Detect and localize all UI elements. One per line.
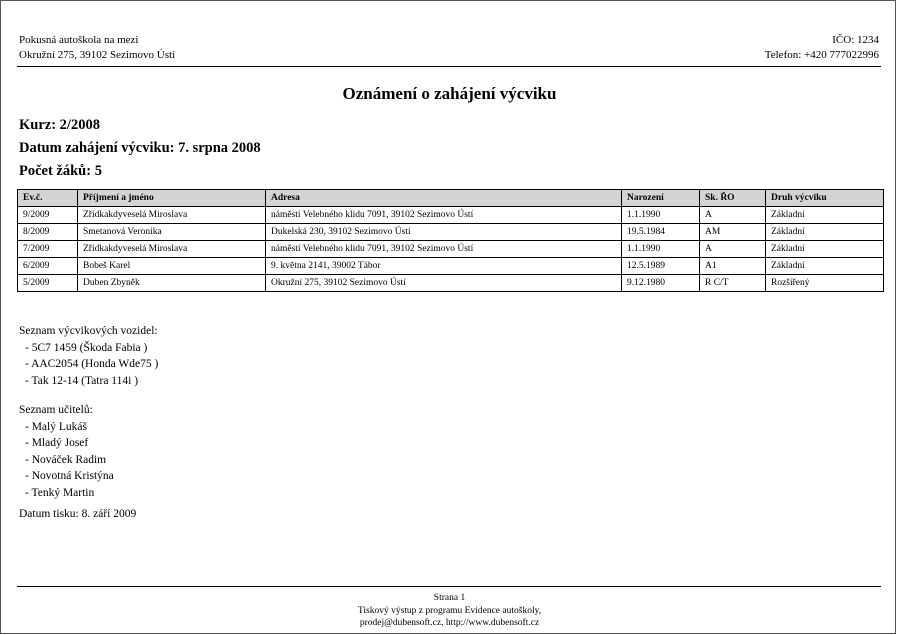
column-header: Příjmení a jméno xyxy=(78,190,266,207)
teacher-list-heading: Seznam učitelů: xyxy=(19,404,93,416)
page-number: Strana 1 xyxy=(433,593,466,603)
student-count: Počet žáků: 5 xyxy=(19,163,102,179)
cell-address: Dukelská 230, 39102 Sezimovo Ústí xyxy=(266,224,622,241)
cell-registration-number: 5/2009 xyxy=(18,275,78,292)
cell-registration-number: 8/2009 xyxy=(18,224,78,241)
company-name: Pokusná autoškola na mezi xyxy=(19,34,139,46)
cell-license-group: A xyxy=(700,207,766,224)
vehicle-list-heading: Seznam výcvikových vozidel: xyxy=(19,325,158,337)
cell-license-group: AM xyxy=(700,224,766,241)
teacher-item: - Mladý Josef xyxy=(25,437,89,449)
column-header: Narození xyxy=(622,190,700,207)
vehicle-item: - 5C7 1459 (Škoda Fabia ) xyxy=(25,341,148,354)
cell-address: Okružní 275, 39102 Sezimovo Ústí xyxy=(266,275,622,292)
column-header: Sk. ŘO xyxy=(700,190,766,207)
cell-name: Bobeš Karel xyxy=(78,258,266,275)
table-row xyxy=(18,207,884,224)
cell-address: náměstí Velebného klidu 7091, 39102 Sezimovo Ústí xyxy=(266,241,622,258)
column-header: Adresa xyxy=(266,190,622,207)
cell-name: Duben Zbyněk xyxy=(78,275,266,292)
cell-license-group: A1 xyxy=(700,258,766,275)
vehicle-list xyxy=(19,323,158,389)
teacher-list xyxy=(19,402,114,501)
teacher-item: - Tenký Martin xyxy=(25,486,95,499)
column-header: Ev.č. xyxy=(18,190,78,207)
cell-birth-date: 12.5.1989 xyxy=(622,258,700,275)
teacher-item: - Malý Lukáš xyxy=(25,420,87,433)
cell-birth-date: 1.1.1990 xyxy=(622,241,700,258)
company-phone: Telefon: +420 777022996 xyxy=(764,49,879,61)
footer-contact: prodej@dubensoft.cz, http://www.dubensoft.cz xyxy=(359,618,540,628)
cell-license-group: R C/T xyxy=(700,275,766,292)
cell-birth-date: 19.5.1984 xyxy=(622,224,700,241)
cell-registration-number: 7/2009 xyxy=(18,241,78,258)
page-footer xyxy=(1,592,897,630)
print-date: Datum tisku: 8. září 2009 xyxy=(19,508,137,520)
teacher-item: - Novotná Kristýna xyxy=(25,470,114,482)
cell-registration-number: 6/2009 xyxy=(18,258,78,275)
cell-address: 9. května 2141, 39002 Tábor xyxy=(266,258,622,275)
cell-training-type: Základní xyxy=(766,224,884,241)
document-title: Oznámení o zahájení výcviku xyxy=(342,84,557,103)
cell-address: náměstí Velebného klidu 7091, 39102 Sezimovo Ústí xyxy=(266,207,622,224)
footer-note: Tiskový výstup z programu Evidence autoškoly, xyxy=(357,605,542,616)
teacher-item: - Nováček Radim xyxy=(25,453,107,466)
table-row xyxy=(18,241,884,258)
cell-training-type: Základní xyxy=(766,258,884,275)
company-contact xyxy=(765,33,879,63)
cell-name: Zřídkakdyveselá Miroslava xyxy=(78,241,266,258)
students-table xyxy=(17,189,884,292)
table-row xyxy=(18,224,884,241)
training-start-date: Datum zahájení výcviku: 7. srpna 2008 xyxy=(19,140,261,156)
cell-name: Smetanová Veronika xyxy=(78,224,266,241)
vehicle-item: - AAC2054 (Honda Wde75 ) xyxy=(25,358,159,370)
cell-training-type: Základní xyxy=(766,241,884,258)
cell-license-group: A xyxy=(700,241,766,258)
course-number: Kurz: 2/2008 xyxy=(19,117,100,133)
company-address: Okružní 275, 39102 Sezimovo Ústí xyxy=(19,49,176,61)
cell-name: Zřídkakdyveselá Miroslava xyxy=(78,207,266,224)
column-header: Druh výcviku xyxy=(766,190,884,207)
table-row xyxy=(18,258,884,275)
footer-divider xyxy=(17,586,881,587)
company-ico: IČO: 1234 xyxy=(832,34,879,46)
table-header-row xyxy=(18,190,884,207)
cell-training-type: Rozšířený xyxy=(766,275,884,292)
cell-registration-number: 9/2009 xyxy=(18,207,78,224)
vehicle-item: - Tak 12-14 (Tatra 114i ) xyxy=(25,374,139,387)
header-divider xyxy=(17,66,881,67)
cell-training-type: Základní xyxy=(766,207,884,224)
table-row xyxy=(18,275,884,292)
company-info xyxy=(19,33,175,63)
cell-birth-date: 9.12.1980 xyxy=(622,275,700,292)
cell-birth-date: 1.1.1990 xyxy=(622,207,700,224)
